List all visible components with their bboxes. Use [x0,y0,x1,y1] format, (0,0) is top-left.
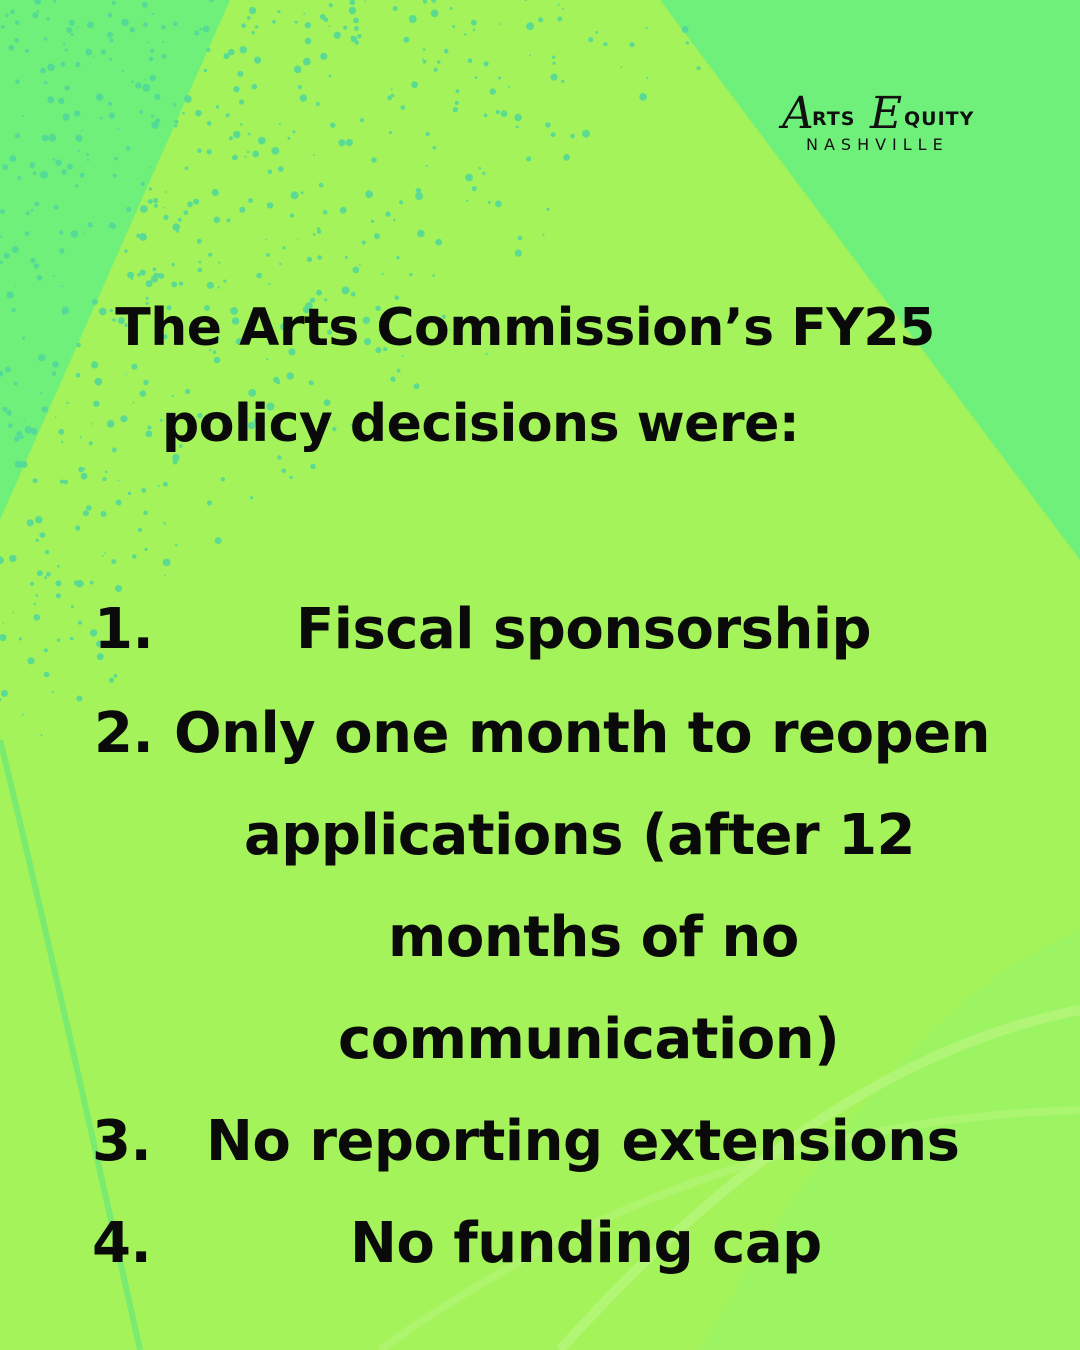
logo-letter-e: E [870,88,903,139]
logo-quity: QUITY [904,108,975,130]
list-number: 2. [94,701,154,766]
arts-equity-nashville-logo [782,88,1022,162]
list-item-text: Fiscal sponsorship [296,597,872,662]
list-item-text: months of no [388,905,799,970]
list-number: 1. [94,597,154,662]
list-item-text: applications (after 12 [244,803,916,868]
list-item-text: Only one month to reopen [174,701,991,766]
list-item-text: communication) [338,1007,840,1072]
list-item-text: No reporting extensions [206,1109,960,1174]
heading-line-1: The Arts Commission’s FY25 [115,298,935,358]
list-item-text: No funding cap [350,1211,822,1276]
logo-rts: RTS [812,108,856,130]
logo-letter-a: A [782,88,814,139]
logo-city: NASHVILLE [806,135,949,154]
list-number: 3. [92,1109,152,1174]
list-number: 4. [92,1211,152,1276]
heading-line-2: policy decisions were: [162,394,800,454]
